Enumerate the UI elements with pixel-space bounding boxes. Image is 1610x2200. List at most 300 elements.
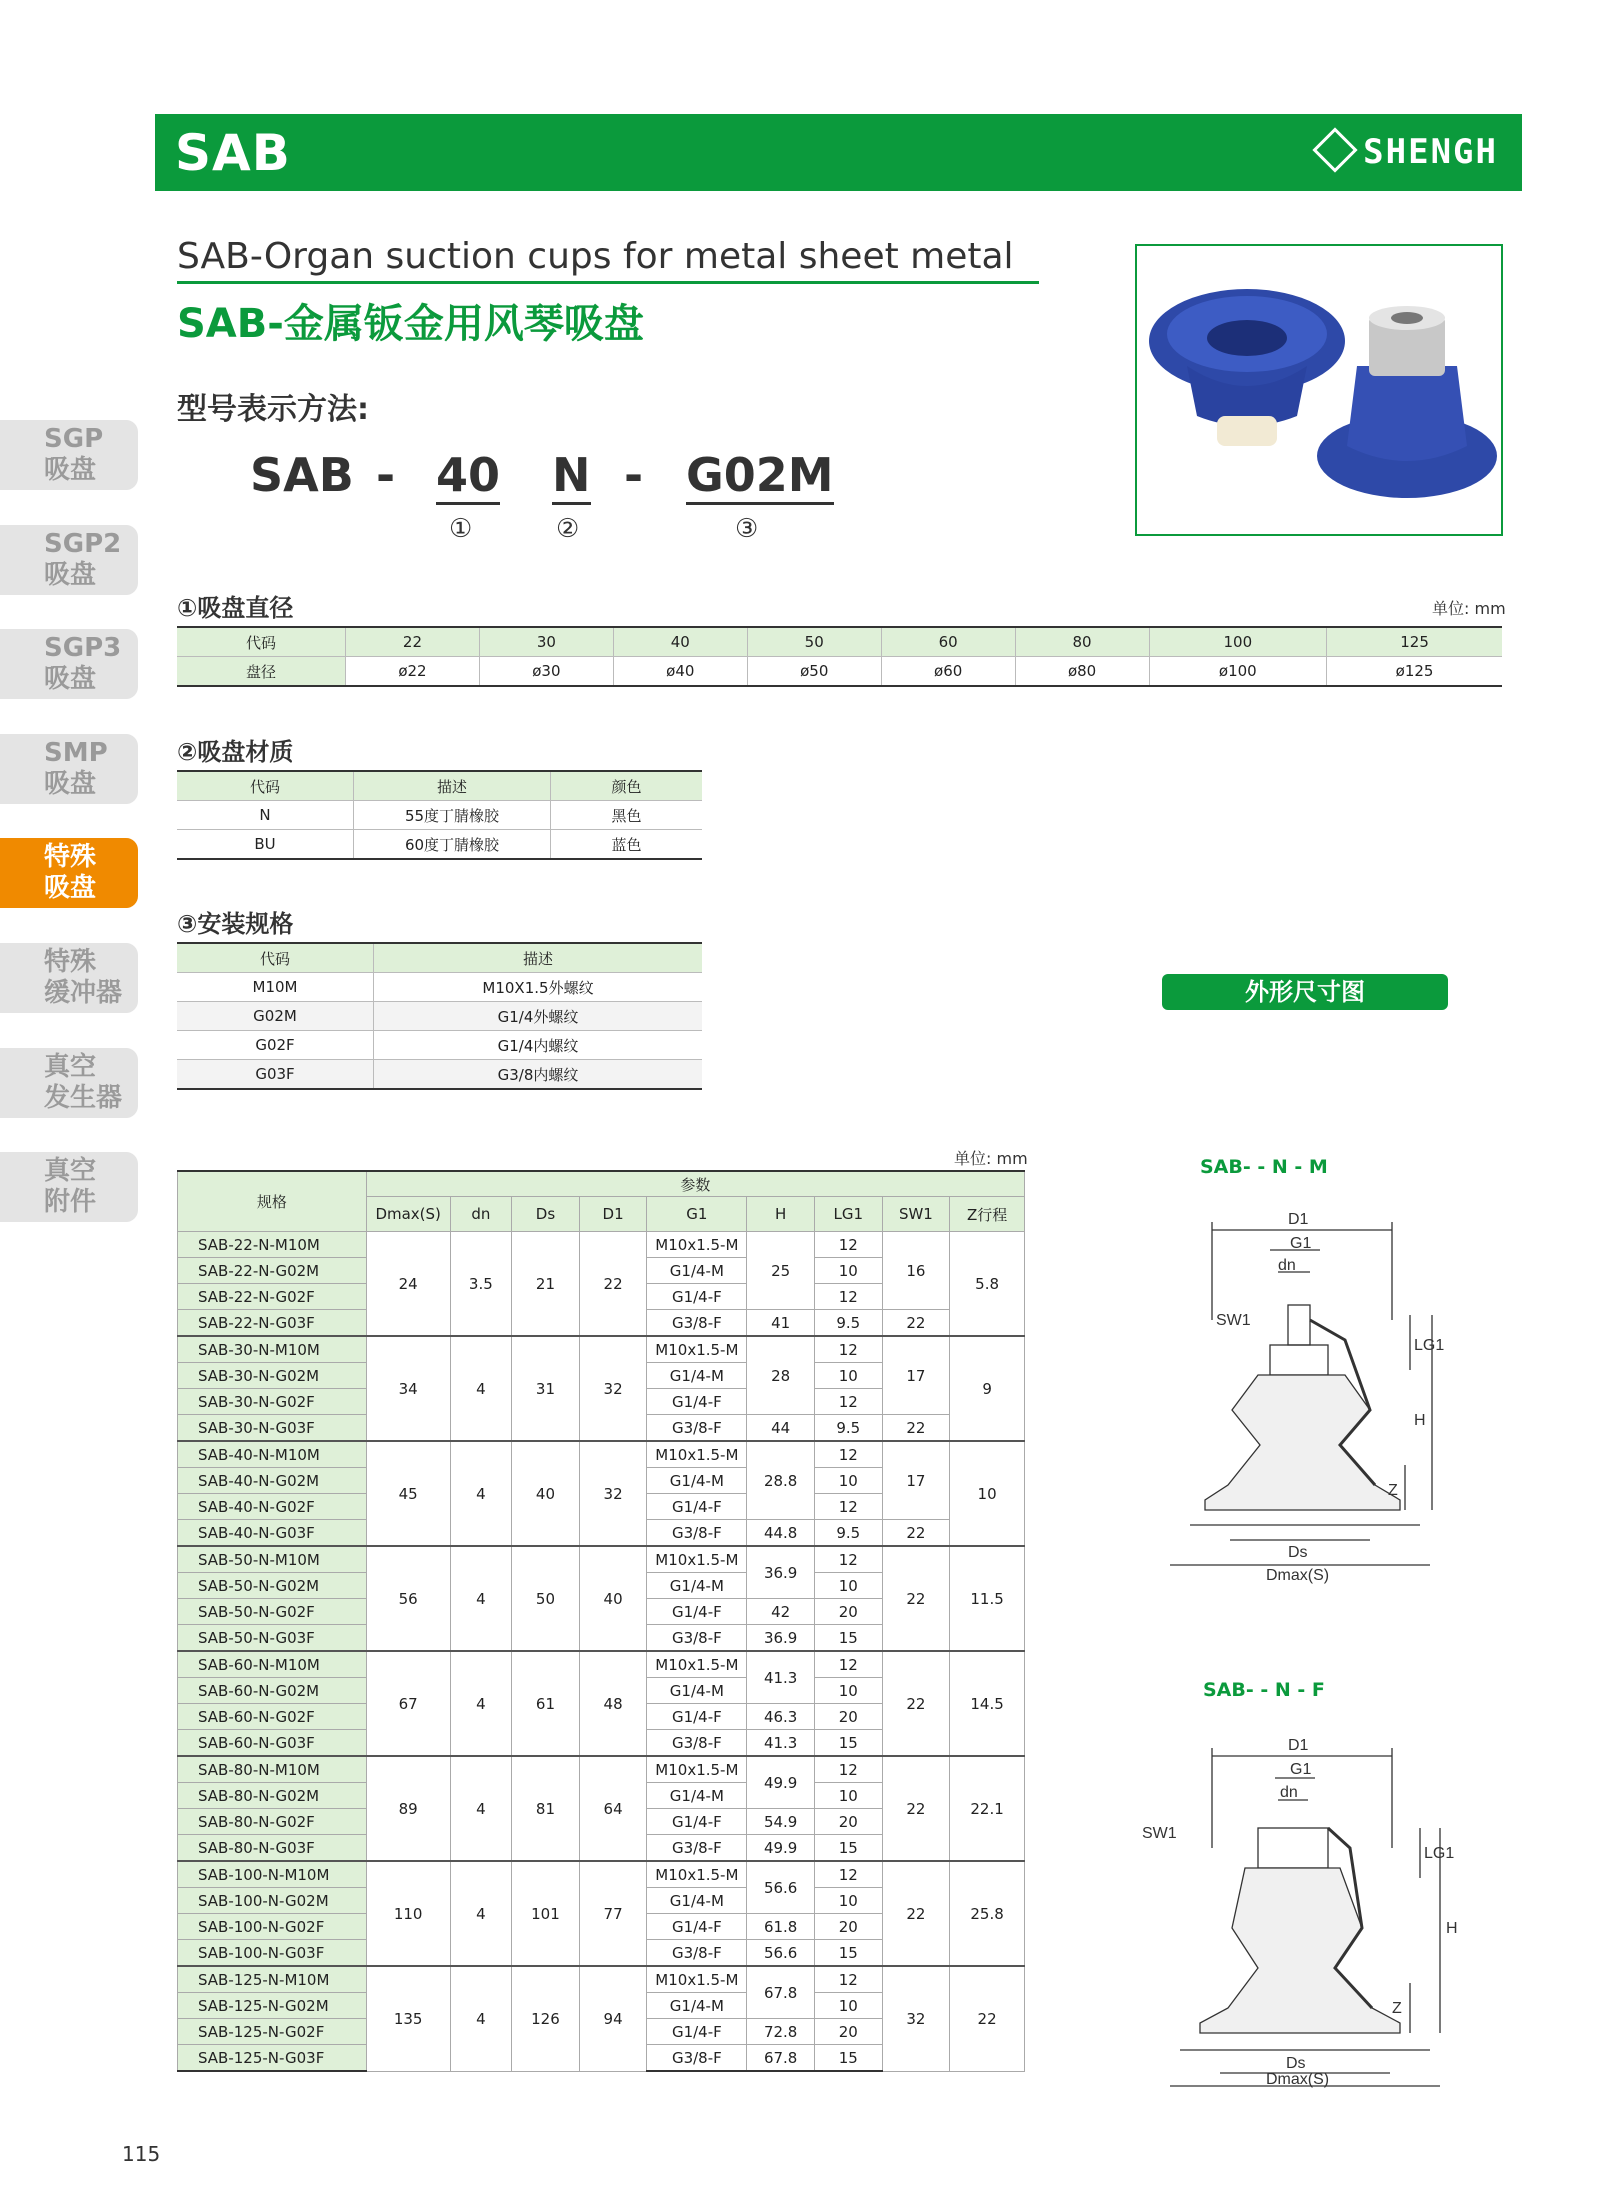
sidebar-item-label: 特殊 吸盘 <box>44 842 97 903</box>
table-row <box>177 943 702 973</box>
table-header-row <box>178 1171 1025 1197</box>
table-cell: 54.9 <box>747 1809 815 1835</box>
table-cell: SAB-80-N-G02F <box>178 1809 367 1835</box>
table-row <box>178 1546 1025 1573</box>
params-header: 参数 <box>366 1171 1024 1197</box>
table-cell: SAB-22-N-G03F <box>178 1310 367 1337</box>
table-cell: G3/8-F <box>647 2045 747 2072</box>
table-cell: 9.5 <box>814 1520 882 1547</box>
table-cell: G1/4-M <box>647 1363 747 1389</box>
table-cell: SAB-125-N-M10M <box>178 1966 367 1993</box>
table-row <box>178 1756 1025 1783</box>
table-cell: 10 <box>814 1993 882 2019</box>
table-cell: SAB-40-N-G02F <box>178 1494 367 1520</box>
dim-label-ds: Ds <box>1288 1544 1308 1561</box>
table-cell: 36.9 <box>747 1546 815 1599</box>
column-header: Dmax(S) <box>366 1197 450 1232</box>
table-cell: ø50 <box>747 657 881 687</box>
section-1-unit: 单位: mm <box>1432 599 1506 618</box>
table-cell: SAB-30-N-G02F <box>178 1389 367 1415</box>
table-cell: SAB-125-N-G03F <box>178 2045 367 2072</box>
table-cell: 5.8 <box>950 1232 1025 1337</box>
table-cell: 22 <box>882 1756 950 1861</box>
table-cell: 描述 <box>374 943 703 973</box>
table-cell: 80 <box>1015 627 1149 657</box>
table-cell: M10x1.5-M <box>647 1336 747 1363</box>
table-cell: SAB-60-N-M10M <box>178 1651 367 1678</box>
table-cell: 17 <box>882 1441 950 1520</box>
table-cell: 67.8 <box>747 2045 815 2072</box>
table-cell: 10 <box>814 1783 882 1809</box>
table-cell: 黑色 <box>551 801 703 830</box>
model-label: 型号表示方法: <box>177 392 369 427</box>
table-cell: 15 <box>814 1730 882 1757</box>
table-row <box>177 973 702 1002</box>
table-cell: G1/4-M <box>647 1783 747 1809</box>
dim-label-z: Z <box>1388 1482 1398 1499</box>
column-header: H <box>747 1197 815 1232</box>
table-cell: 125 <box>1327 627 1502 657</box>
brand-name: SHENGH <box>1363 132 1498 172</box>
dim-label-d1: D1 <box>1288 1737 1309 1754</box>
table-cell: 4 <box>450 1651 512 1756</box>
page-number: 115 <box>122 2142 161 2166</box>
table-cell: G1/4-M <box>647 1888 747 1914</box>
table-row <box>177 627 1502 657</box>
table-cell: G1/4-F <box>647 1284 747 1310</box>
table-row <box>177 1060 702 1090</box>
table-cell: 25.8 <box>950 1861 1025 1966</box>
sidebar-item-label: SMP 吸盘 <box>44 738 108 799</box>
table-cell: 10 <box>814 1363 882 1389</box>
table-cell: 40 <box>512 1441 580 1546</box>
dim-label-g1: G1 <box>1290 1235 1312 1252</box>
code-dash-2: - <box>624 448 644 502</box>
table-cell: G1/4-M <box>647 1258 747 1284</box>
table-cell: 17 <box>882 1336 950 1415</box>
table-cell: 22 <box>346 627 480 657</box>
table-cell: 67 <box>366 1651 450 1756</box>
table-cell: G3/8-F <box>647 1310 747 1337</box>
section-3-title: ③安装规格 <box>177 910 294 938</box>
table-cell: 89 <box>366 1756 450 1861</box>
table-cell: M10x1.5-M <box>647 1756 747 1783</box>
table-cell: ø100 <box>1149 657 1327 687</box>
table-cell: 48 <box>579 1651 647 1756</box>
code-material: N <box>552 448 591 505</box>
table-cell: 50 <box>747 627 881 657</box>
material-table <box>177 770 702 860</box>
table-cell: 12 <box>814 1441 882 1468</box>
table-cell: G1/4-F <box>647 1809 747 1835</box>
table-cell: 12 <box>814 1651 882 1678</box>
table-cell: 28 <box>747 1336 815 1415</box>
header-title: SAB <box>175 124 291 182</box>
table-cell: M10x1.5-M <box>647 1966 747 1993</box>
dim-label-sw1: SW1 <box>1216 1312 1251 1329</box>
table-cell: G1/4内螺纹 <box>374 1031 703 1060</box>
table-cell: SAB-22-N-G02F <box>178 1284 367 1310</box>
table-cell: 41.3 <box>747 1730 815 1757</box>
table-cell: M10M <box>177 973 374 1002</box>
table-row <box>178 1441 1025 1468</box>
table-cell: G1/4外螺纹 <box>374 1002 703 1031</box>
dim-label-g1: G1 <box>1290 1761 1312 1778</box>
table-cell: G3/8-F <box>647 1520 747 1547</box>
table-cell: M10x1.5-M <box>647 1651 747 1678</box>
section-2-title: ②吸盘材质 <box>177 738 294 766</box>
table-cell: G1/4-M <box>647 1993 747 2019</box>
table-cell: 15 <box>814 2045 882 2072</box>
table-row <box>177 830 702 860</box>
table-cell: G1/4-F <box>647 1494 747 1520</box>
table-row <box>178 1336 1025 1363</box>
table-cell: 代码 <box>177 943 374 973</box>
sidebar-item-label: SGP3 吸盘 <box>44 633 122 694</box>
column-header: D1 <box>579 1197 647 1232</box>
dim-label-z: Z <box>1392 2000 1402 2017</box>
code-prefix: SAB <box>250 448 354 502</box>
table-cell: 24 <box>366 1232 450 1337</box>
spec-table-unit: 单位: mm <box>954 1149 1028 1168</box>
dim-label-dn: dn <box>1278 1257 1296 1274</box>
brand-logo <box>1319 132 1498 172</box>
table-cell: 12 <box>814 1284 882 1310</box>
table-cell: 20 <box>814 1599 882 1625</box>
table-cell: 22 <box>882 1520 950 1547</box>
table-cell: 42 <box>747 1599 815 1625</box>
table-cell: 44 <box>747 1415 815 1442</box>
table-cell: 36.9 <box>747 1625 815 1652</box>
table-cell: 10 <box>814 1678 882 1704</box>
table-cell: SAB-50-N-G03F <box>178 1625 367 1652</box>
table-cell: SAB-50-N-G02F <box>178 1599 367 1625</box>
table-cell: SAB-80-N-G02M <box>178 1783 367 1809</box>
table-cell: ø80 <box>1015 657 1149 687</box>
table-cell: 41 <box>747 1310 815 1337</box>
table-cell: G3/8-F <box>647 1625 747 1652</box>
table-cell: 12 <box>814 1232 882 1258</box>
table-cell: 11.5 <box>950 1546 1025 1651</box>
table-cell: 56.6 <box>747 1940 815 1967</box>
table-row <box>178 1861 1025 1888</box>
table-cell: 22 <box>882 1651 950 1756</box>
table-cell: SAB-80-N-G03F <box>178 1835 367 1862</box>
table-cell: 22 <box>950 1966 1025 2071</box>
table-cell: 12 <box>814 1389 882 1415</box>
dim-label-dmax: Dmax(S) <box>1266 1567 1330 1584</box>
table-cell: 12 <box>814 1546 882 1573</box>
table-cell: M10X1.5外螺纹 <box>374 973 703 1002</box>
table-cell: 盘径 <box>177 657 346 687</box>
table-cell: 9.5 <box>814 1415 882 1442</box>
table-cell: 46.3 <box>747 1704 815 1730</box>
table-cell: 40 <box>579 1546 647 1651</box>
mount-table <box>177 942 702 1090</box>
table-cell: 56 <box>366 1546 450 1651</box>
dim-label-sw1: SW1 <box>1142 1825 1177 1842</box>
table-cell: 56.6 <box>747 1861 815 1914</box>
table-cell: 135 <box>366 1966 450 2071</box>
table-cell: 20 <box>814 1809 882 1835</box>
table-row <box>178 1651 1025 1678</box>
table-cell: G1/4-M <box>647 1468 747 1494</box>
product-photo <box>1135 244 1503 536</box>
table-cell: M10x1.5-M <box>647 1861 747 1888</box>
table-cell: G1/4-F <box>647 1599 747 1625</box>
table-cell: G03F <box>177 1060 374 1090</box>
table-cell: 31 <box>512 1336 580 1441</box>
table-cell: 81 <box>512 1756 580 1861</box>
table-cell: 20 <box>814 1914 882 1940</box>
table-cell: SAB-100-N-G02F <box>178 1914 367 1940</box>
table-cell: 12 <box>814 1861 882 1888</box>
table-cell: G1/4-F <box>647 2019 747 2045</box>
table-cell: SAB-30-N-G02M <box>178 1363 367 1389</box>
table-cell: 67.8 <box>747 1966 815 2019</box>
table-cell: 4 <box>450 1756 512 1861</box>
table-cell: 20 <box>814 2019 882 2045</box>
table-cell: SAB-100-N-M10M <box>178 1861 367 1888</box>
table-cell: 49.9 <box>747 1756 815 1809</box>
table-cell: 10 <box>814 1468 882 1494</box>
table-cell: 15 <box>814 1835 882 1862</box>
column-header: Ds <box>512 1197 580 1232</box>
table-cell: 22 <box>882 1546 950 1651</box>
table-cell: 3.5 <box>450 1232 512 1337</box>
table-cell: SAB-30-N-G03F <box>178 1415 367 1442</box>
sidebar-item-label: SGP 吸盘 <box>44 424 104 485</box>
column-header: SW1 <box>882 1197 950 1232</box>
table-cell: SAB-100-N-G02M <box>178 1888 367 1914</box>
sidebar-item-special-cups[interactable] <box>0 838 138 908</box>
table-cell: 126 <box>512 1966 580 2071</box>
table-cell: 21 <box>512 1232 580 1337</box>
table-cell: 28.8 <box>747 1441 815 1520</box>
table-cell: N <box>177 801 354 830</box>
table-cell: 22.1 <box>950 1756 1025 1861</box>
table-cell: SAB-40-N-M10M <box>178 1441 367 1468</box>
table-cell: 25 <box>747 1232 815 1310</box>
drawing-f <box>1140 1728 1470 2088</box>
brand-diamond-icon <box>1313 127 1358 172</box>
spec-header: 规格 <box>178 1171 367 1232</box>
table-cell: SAB-100-N-G03F <box>178 1940 367 1967</box>
drawing-m <box>1170 1200 1445 1584</box>
table-cell: SAB-40-N-G03F <box>178 1520 367 1547</box>
code-diameter: 40 <box>436 448 500 505</box>
table-cell: 77 <box>579 1861 647 1966</box>
dim-label-ds: Ds <box>1286 2055 1306 2072</box>
table-cell: SAB-50-N-M10M <box>178 1546 367 1573</box>
sidebar-item-label: SGP2 吸盘 <box>44 529 122 590</box>
table-cell: G3/8-F <box>647 1940 747 1967</box>
table-cell: 10 <box>814 1573 882 1599</box>
table-cell: 20 <box>814 1704 882 1730</box>
table-cell: G1/4-M <box>647 1678 747 1704</box>
table-cell: 100 <box>1149 627 1327 657</box>
table-cell: 9 <box>950 1336 1025 1441</box>
table-cell: 49.9 <box>747 1835 815 1862</box>
table-cell: 12 <box>814 1966 882 1993</box>
table-cell: SAB-50-N-G02M <box>178 1573 367 1599</box>
table-cell: 22 <box>882 1861 950 1966</box>
diameter-table <box>177 626 1502 687</box>
table-cell: SAB-60-N-G02M <box>178 1678 367 1704</box>
dim-label-h: H <box>1446 1920 1458 1937</box>
table-cell: 9.5 <box>814 1310 882 1337</box>
table-cell: 40 <box>613 627 747 657</box>
table-cell: SAB-22-N-M10M <box>178 1232 367 1258</box>
subtitle-chinese: SAB-金属钣金用风琴吸盘 <box>177 301 644 347</box>
table-cell: G1/4-M <box>647 1573 747 1599</box>
table-cell: 12 <box>814 1756 882 1783</box>
table-row <box>177 801 702 830</box>
table-cell: M10x1.5-M <box>647 1441 747 1468</box>
code-mount: G02M <box>686 448 834 505</box>
table-cell: 60 <box>881 627 1015 657</box>
table-cell: 4 <box>450 1546 512 1651</box>
dim-label-dmax: Dmax(S) <box>1266 2071 1330 2088</box>
table-cell: 94 <box>579 1966 647 2071</box>
sidebar-item-sgp[interactable] <box>0 420 138 490</box>
dim-label-lg1: LG1 <box>1424 1845 1455 1862</box>
section-1-title: ①吸盘直径 <box>177 594 294 622</box>
sidebar-item-buffer[interactable] <box>0 943 138 1013</box>
table-cell: G1/4-F <box>647 1704 747 1730</box>
table-cell: 代码 <box>177 771 354 801</box>
code-dash-1: - <box>376 448 396 502</box>
sidebar-item-label: 真空 附件 <box>44 1156 97 1217</box>
table-cell: SAB-30-N-M10M <box>178 1336 367 1363</box>
table-cell: SAB-22-N-G02M <box>178 1258 367 1284</box>
table-cell: 32 <box>579 1441 647 1546</box>
column-header: G1 <box>647 1197 747 1232</box>
spec-table <box>177 1170 1025 2072</box>
table-cell: 22 <box>882 1415 950 1442</box>
table-cell: SAB-60-N-G03F <box>178 1730 367 1757</box>
table-row <box>178 1966 1025 1993</box>
table-cell: 10 <box>814 1258 882 1284</box>
table-cell: 44.8 <box>747 1520 815 1547</box>
table-cell: G3/8-F <box>647 1730 747 1757</box>
table-cell: 16 <box>882 1232 950 1310</box>
column-header: LG1 <box>814 1197 882 1232</box>
table-cell: SAB-125-N-G02F <box>178 2019 367 2045</box>
table-cell: 12 <box>814 1494 882 1520</box>
dim-label-dn: dn <box>1280 1784 1298 1801</box>
table-row <box>177 1031 702 1060</box>
table-cell: 22 <box>579 1232 647 1337</box>
table-cell: G3/8-F <box>647 1835 747 1862</box>
table-cell: G02F <box>177 1031 374 1060</box>
column-header: dn <box>450 1197 512 1232</box>
table-cell: 22 <box>882 1310 950 1337</box>
table-cell: ø30 <box>479 657 613 687</box>
table-cell: 12 <box>814 1336 882 1363</box>
table-cell: BU <box>177 830 354 860</box>
table-row <box>177 657 1502 687</box>
dim-label-h: H <box>1414 1412 1426 1429</box>
table-row <box>177 1002 702 1031</box>
table-cell: ø40 <box>613 657 747 687</box>
table-cell: SAB-80-N-M10M <box>178 1756 367 1783</box>
table-cell: SAB-60-N-G02F <box>178 1704 367 1730</box>
table-cell: 10 <box>950 1441 1025 1546</box>
table-row <box>178 1232 1025 1258</box>
table-cell: 50 <box>512 1546 580 1651</box>
table-cell: 34 <box>366 1336 450 1441</box>
sidebar-item-vacuum-accessory[interactable] <box>0 1152 138 1222</box>
dim-label-lg1: LG1 <box>1414 1337 1445 1354</box>
drawing-f-title: SAB- - N - F <box>1203 1679 1325 1701</box>
sidebar-item-sgp2[interactable] <box>0 525 138 595</box>
table-cell: 72.8 <box>747 2019 815 2045</box>
drawing-m-title: SAB- - N - M <box>1200 1156 1328 1178</box>
table-cell: 描述 <box>354 771 551 801</box>
table-cell: 15 <box>814 1625 882 1652</box>
table-row <box>177 771 702 801</box>
table-cell: 4 <box>450 1861 512 1966</box>
sidebar-item-vacuum-generator[interactable] <box>0 1048 138 1118</box>
table-cell: 4 <box>450 1966 512 2071</box>
sidebar-item-label: 真空 发生器 <box>44 1052 123 1113</box>
sidebar-item-smp[interactable] <box>0 734 138 804</box>
table-cell: 颜色 <box>551 771 703 801</box>
table-cell: 101 <box>512 1861 580 1966</box>
table-cell: 4 <box>450 1336 512 1441</box>
table-cell: G1/4-F <box>647 1914 747 1940</box>
table-cell: 60度丁腈橡胶 <box>354 830 551 860</box>
table-cell: G3/8-F <box>647 1415 747 1442</box>
table-cell: 14.5 <box>950 1651 1025 1756</box>
dimension-drawing-label: 外形尺寸图 <box>1162 974 1448 1010</box>
table-cell: ø22 <box>346 657 480 687</box>
table-cell: 55度丁腈橡胶 <box>354 801 551 830</box>
table-cell: 10 <box>814 1888 882 1914</box>
table-cell: 4 <box>450 1441 512 1546</box>
table-cell: 41.3 <box>747 1651 815 1704</box>
sidebar-item-sgp3[interactable] <box>0 629 138 699</box>
table-cell: G3/8内螺纹 <box>374 1060 703 1090</box>
table-cell: 15 <box>814 1940 882 1967</box>
table-cell: 30 <box>479 627 613 657</box>
table-cell: 61.8 <box>747 1914 815 1940</box>
column-header: Z行程 <box>950 1197 1025 1232</box>
table-cell: SAB-125-N-G02M <box>178 1993 367 2019</box>
table-cell: SAB-40-N-G02M <box>178 1468 367 1494</box>
circle-1: ① <box>449 514 473 544</box>
table-cell: G02M <box>177 1002 374 1031</box>
table-cell: 代码 <box>177 627 346 657</box>
header-bar <box>155 114 1522 191</box>
table-cell: G1/4-F <box>647 1389 747 1415</box>
table-cell: 45 <box>366 1441 450 1546</box>
table-cell: M10x1.5-M <box>647 1546 747 1573</box>
table-cell: 蓝色 <box>551 830 703 860</box>
table-cell: M10x1.5-M <box>647 1232 747 1258</box>
table-cell: 32 <box>882 1966 950 2071</box>
circle-3: ③ <box>735 514 759 544</box>
table-cell: ø125 <box>1327 657 1502 687</box>
table-cell: ø60 <box>881 657 1015 687</box>
subtitle-english: SAB-Organ suction cups for metal sheet metal <box>177 236 1039 284</box>
circle-2: ② <box>556 514 580 544</box>
table-cell: 64 <box>579 1756 647 1861</box>
table-cell: 61 <box>512 1651 580 1756</box>
table-cell: 110 <box>366 1861 450 1966</box>
table-cell: 32 <box>579 1336 647 1441</box>
